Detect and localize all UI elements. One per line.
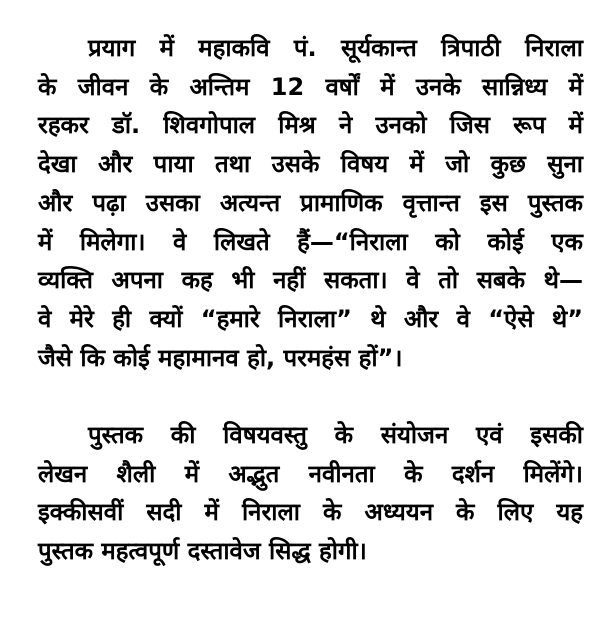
text-line: पुस्तक की विषयवस्तु के संयोजन एवं इसकी: [88, 421, 583, 449]
text-line: व्यक्ति अपना कह भी नहीं सकता। वे तो सबके थे—: [38, 266, 583, 295]
text-line: प्रयाग में महाकवि पं. सूर्यकान्त त्रिपाठी निराला: [88, 34, 583, 62]
text-line: जैसे कि कोई महामानव हो, परमहंस हों”।: [38, 343, 403, 372]
paragraph-1: [38, 29, 583, 377]
text-line: में मिलेगा। वे लिखते हैं—“निराला को कोई एक: [38, 227, 583, 256]
text-line: देखा और पाया तथा उसके विषय में जो कुछ सुना: [38, 150, 583, 179]
text-line: इक्कीसवीं सदी में निराला के अध्ययन के लिए यह: [38, 498, 583, 527]
text-line: पुस्तक महत्वपूर्ण दस्तावेज सिद्ध होगी।: [38, 537, 367, 566]
text-line: के जीवन के अन्तिम 12 वर्षों में उनके सान्निध्य में: [38, 72, 583, 101]
text-line: वे मेरे ही क्यों “हमारे निराला” थे और वे “ऐसे थे”: [38, 304, 583, 333]
paragraph-2: [38, 416, 583, 571]
text-line: और पढ़ा उसका अत्यन्त प्रामाणिक वृत्तान्त इस पुस्तक: [38, 188, 583, 217]
text-line: लेखन शैली में अद्भुत नवीनता के दर्शन मिलेंगे।: [38, 459, 583, 488]
text-line: रहकर डॉ. शिवगोपाल मिश्र ने उनको जिस रूप में: [38, 111, 583, 140]
